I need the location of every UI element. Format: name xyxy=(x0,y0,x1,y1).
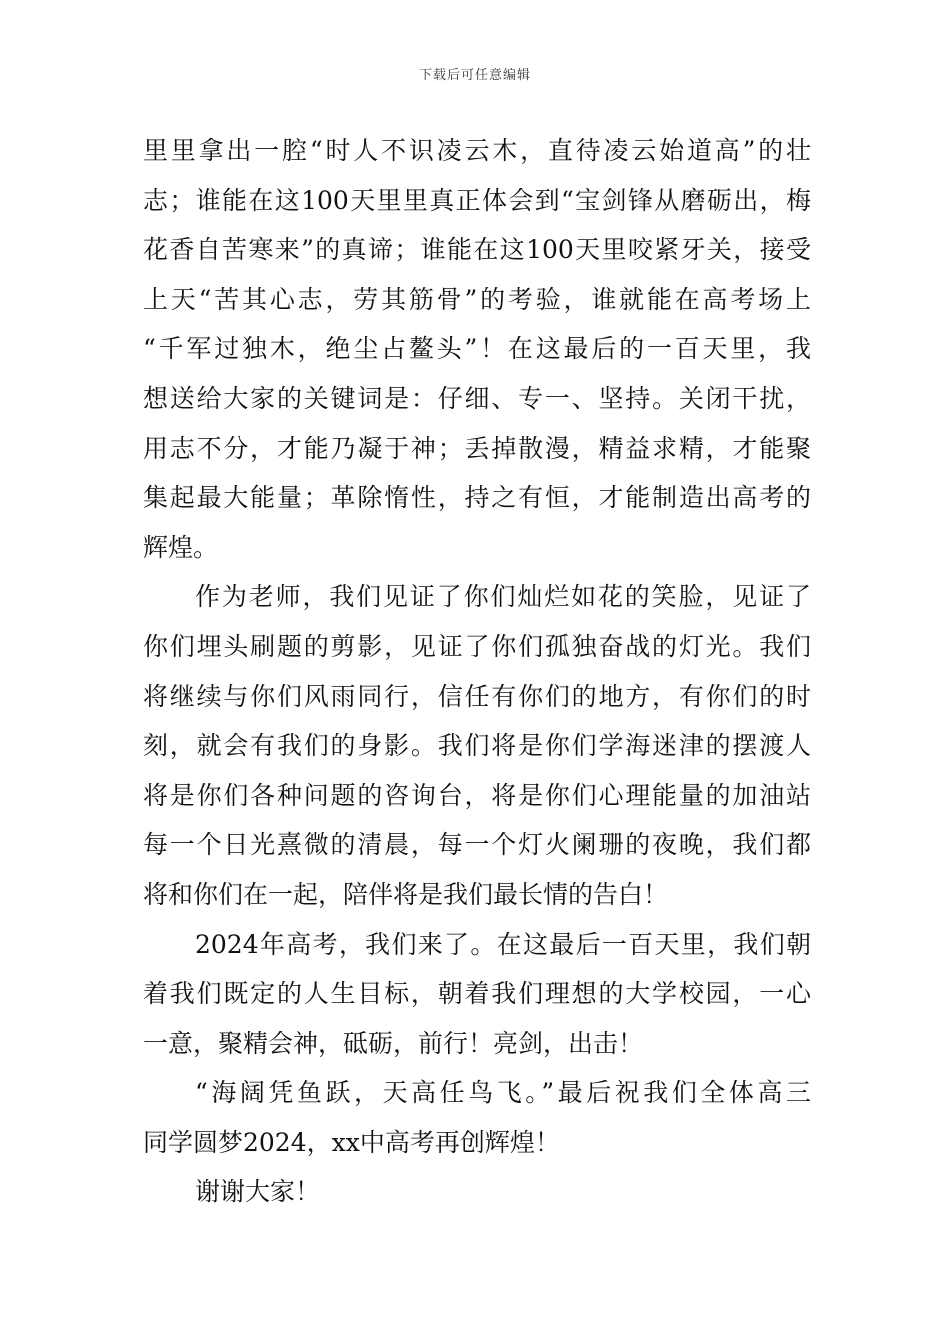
text-line: 谢谢大家！ xyxy=(195,1177,321,1207)
text-line: 将和你们在一起，陪伴将是我们最长情的告白！ xyxy=(143,879,669,909)
text-line: 将是你们各种问题的咨询台，将是你们心理能量的加油站 xyxy=(143,780,811,810)
page-header-note: 下载后可任意编辑 xyxy=(418,68,531,83)
text-line: 想送给大家的关键词是：仔细、专一、坚持。关闭干扰， xyxy=(143,383,811,413)
text-line: 上天“苦其心志，劳其筋骨”的考验，谁就能在高考场上 xyxy=(143,284,811,314)
text-line: 辉煌。 xyxy=(143,532,219,562)
text-line: 着我们既定的人生目标，朝着我们理想的大学校园，一心 xyxy=(143,979,811,1009)
text-line: “千军过独木，绝尘占鳌头”！在这最后的一百天里，我 xyxy=(143,334,811,364)
text-line: 一意，聚精会神，砥砺，前行！亮剑，出击！ xyxy=(143,1028,644,1058)
text-line: 每一个日光熹微的清晨，每一个灯火阑珊的夜晚，我们都 xyxy=(143,830,811,860)
text-line: 将继续与你们风雨同行，信任有你们的地方，有你们的时 xyxy=(143,681,811,711)
text-line: “海阔凭鱼跃，天高任鸟飞。”最后祝我们全体高三 xyxy=(195,1078,811,1108)
paragraph xyxy=(143,1167,811,1217)
text-line: 里里拿出一腔“时人不识凌云木，直待凌云始道高”的壮 xyxy=(143,136,811,165)
text-line: 集起最大能量；革除惰性，持之有恒，才能制造出高考的 xyxy=(143,483,811,513)
paragraph xyxy=(143,920,811,1069)
text-line: 你们埋头刷题的剪影，见证了你们孤独奋战的灯光。我们 xyxy=(143,631,811,661)
text-line: 用志不分，才能乃凝于神；丢掉散漫，精益求精，才能聚 xyxy=(143,433,811,463)
text-line: 花香自苦寒来”的真谛；谁能在这100天里咬紧牙关，接受 xyxy=(143,235,811,265)
text-line: 刻，就会有我们的身影。我们将是你们学海迷津的摆渡人 xyxy=(143,731,811,761)
text-line: 同学圆梦2024，xx中高考再创辉煌！ xyxy=(143,1127,560,1157)
text-line: 作为老师，我们见证了你们灿烂如花的笑脸，见证了 xyxy=(195,582,811,612)
document-body xyxy=(143,126,811,1217)
paragraph xyxy=(143,126,811,572)
text-line: 2024年高考，我们来了。在这最后一百天里，我们朝 xyxy=(195,929,811,959)
text-line: 志；谁能在这100天里里真正体会到“宝剑锋从磨砺出，梅 xyxy=(143,185,811,215)
paragraph xyxy=(143,572,811,919)
paragraph xyxy=(143,1068,811,1167)
